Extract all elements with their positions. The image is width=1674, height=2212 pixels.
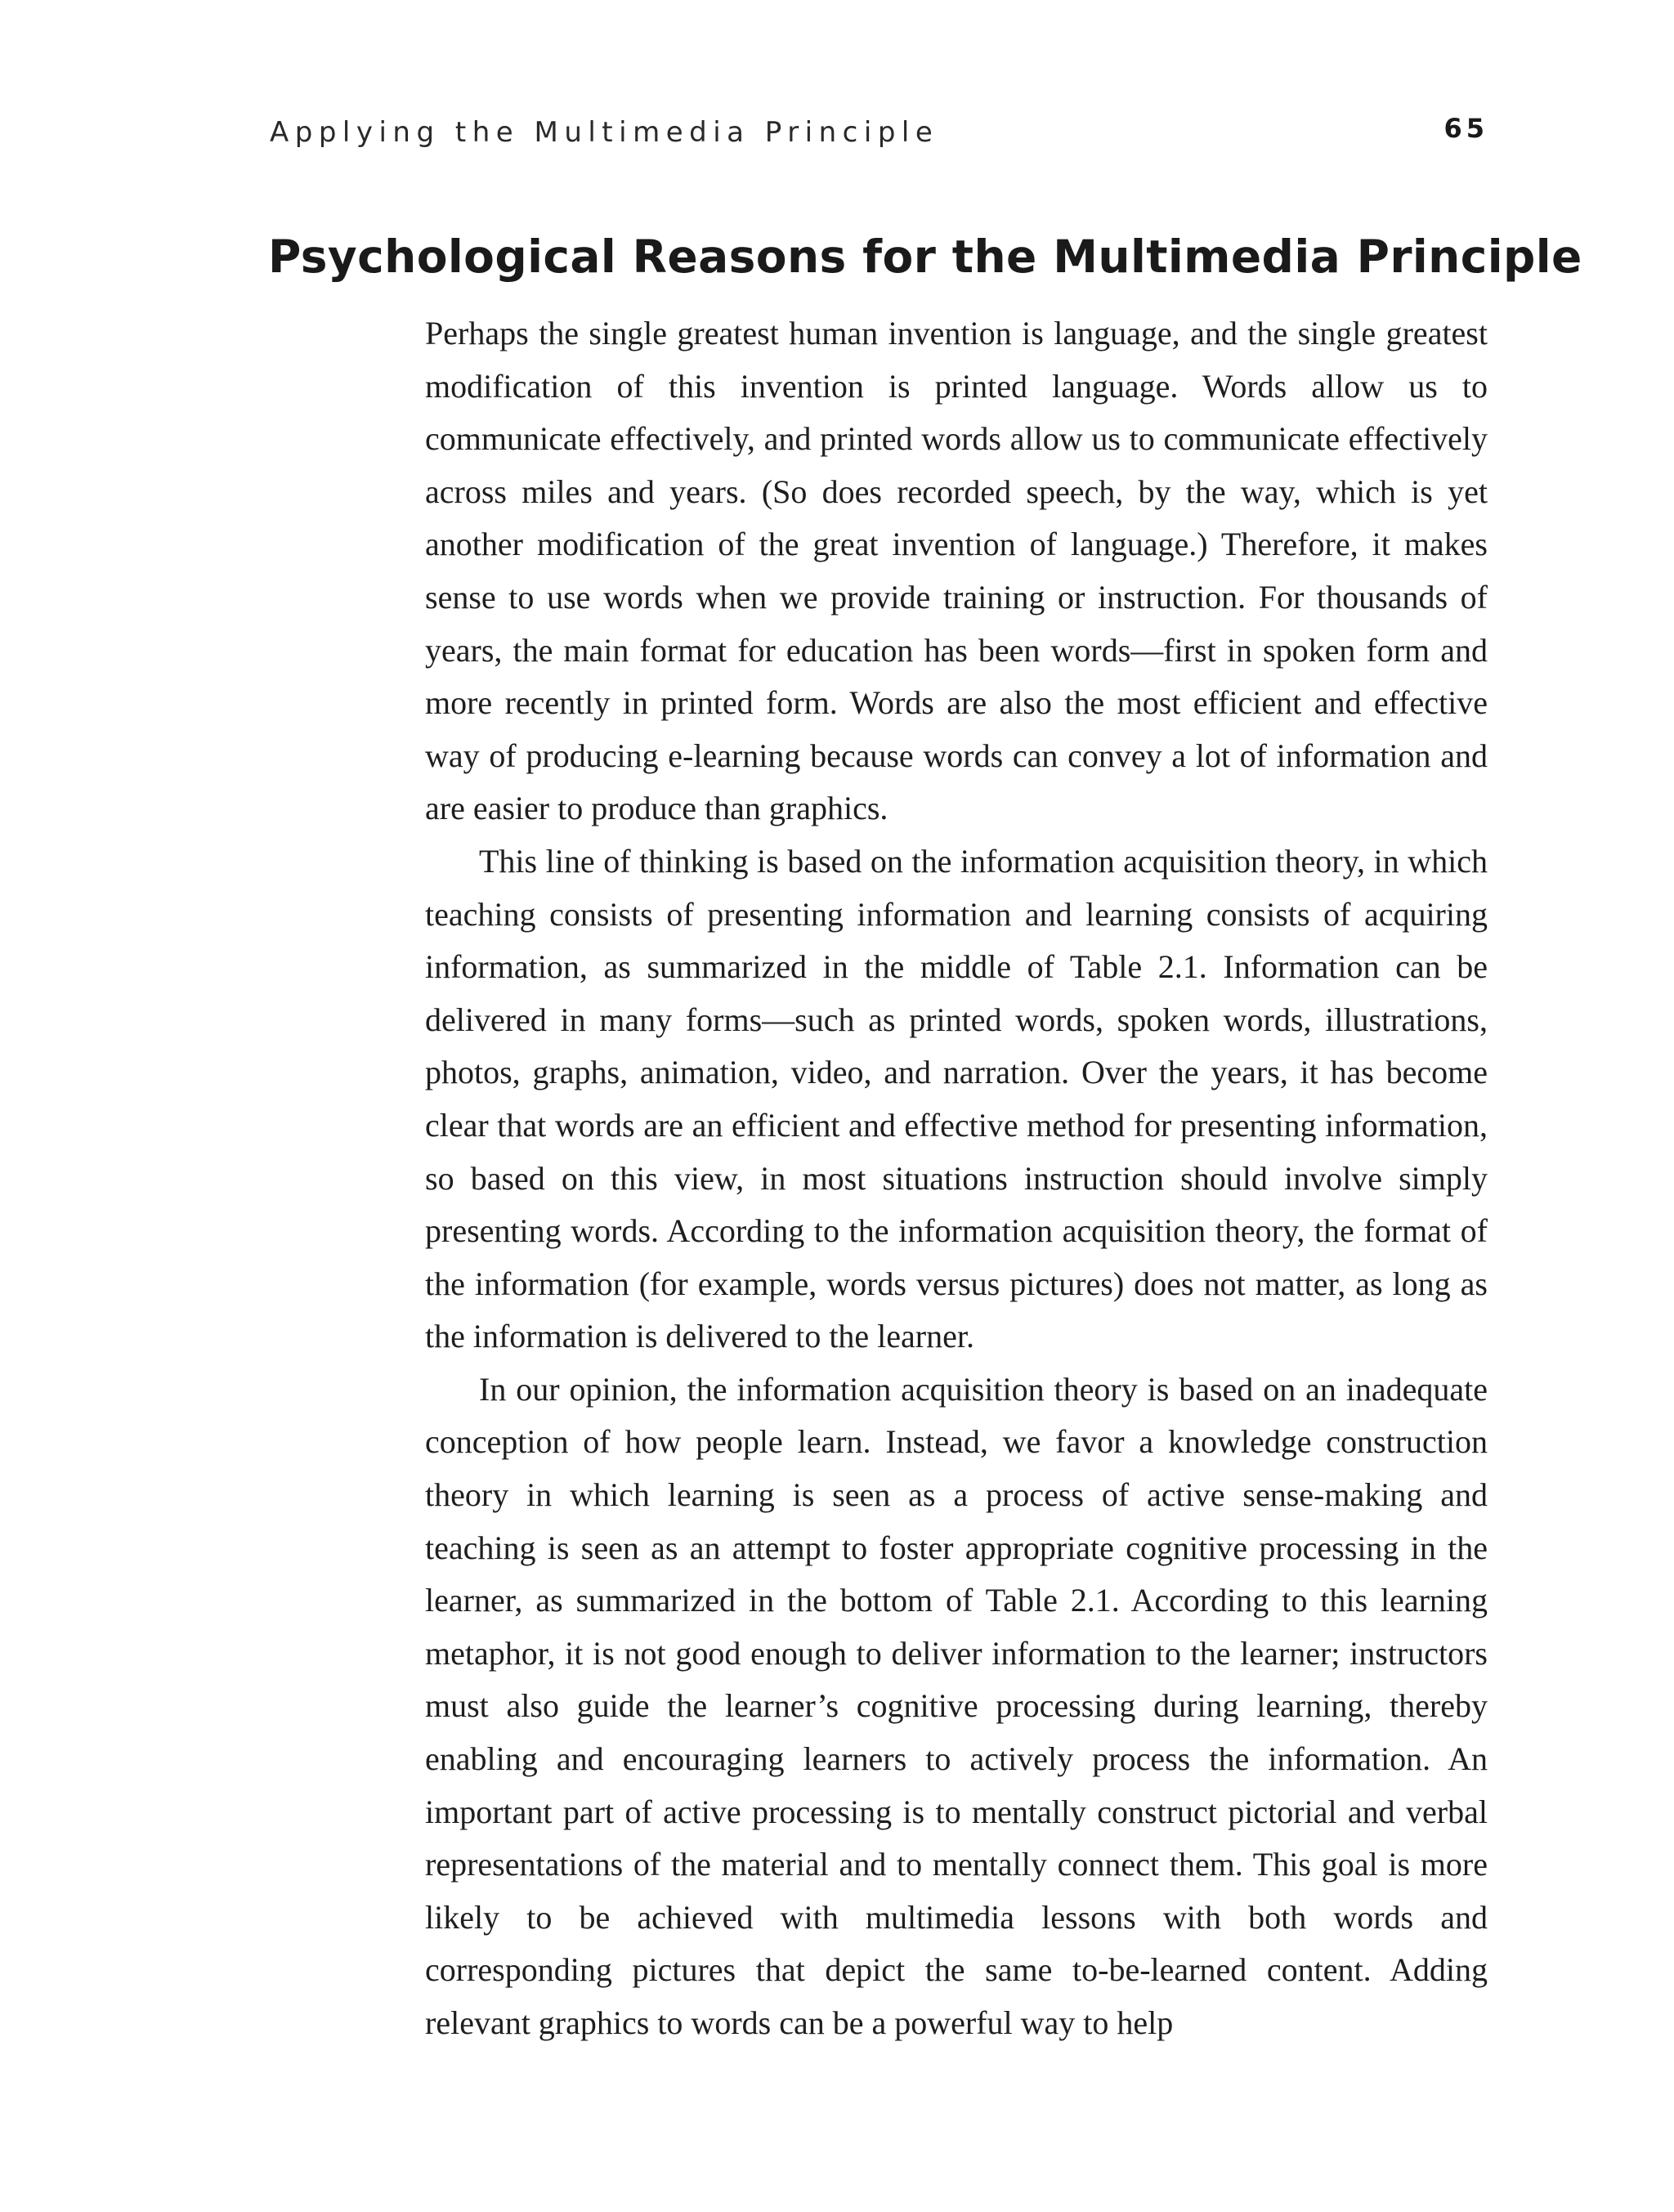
paragraph-2: This line of thinking is based on the information acquisition theory, in which teaching consists of presenting information and learning consists of acquiring information, as summarized in the middle of Table 2.1. Information can be delivered in many forms—such as printed words, spoken words, illustrations, photos, graphs, animation, video, and narration. Over the years, it has become clear that words are an efficient and effective method for presenting information, so based on this view, in most situations instruction should involve simply presenting words. According to the information acquisition theory, the format of the information (for example, words versus pictures) does not matter, as long as the information is delivered to the learner. xyxy=(425,842,1488,1355)
paragraph-1: Perhaps the single greatest human invention is language, and the single greatest modification of this invention is printed language. Words allow us to communicate effectively, and printed words allow us to communicate effectively across miles and years. (So does recorded speech, by the way, which is yet another modification of the great invention of language.) Therefore, it makes sense to use words when we provide training or instruction. For thousands of years, the main format for education has been words—first in spoken form and more recently in printed form. Words are also the most efficient and effective way of producing e-learning because words can convey a lot of information and are easier to produce than graphics. xyxy=(425,315,1488,827)
body-text xyxy=(425,307,1488,2050)
section-title: Psychological Reasons for the Multimedia Principle xyxy=(268,231,1582,283)
paragraph-3: In our opinion, the information acquisition theory is based on an inadequate conception of how people learn. Instead, we favor a knowledge construction theory in which learning is seen as a process of active sense-making and teaching is seen as an attempt to foster appropriate cognitive processing in the learner, as summarized in the bottom of Table 2.1. According to this learning metaphor, it is not good enough to deliver information to the learner; instructors must also guide the learner’s cognitive processing during learning, thereby enabling and encouraging learners to actively process the information. An important part of active processing is to mentally construct pictorial and verbal representations of the material and to mentally connect them. This goal is more likely to be achieved with multimedia lessons with both words and corresponding pictures that depict the same to-be-learned content. Adding relevant graphics to words can be a powerful way to help xyxy=(425,1370,1488,2041)
page-number: 65 xyxy=(1443,113,1488,144)
running-head: Applying the Multimedia Principle xyxy=(270,116,939,149)
